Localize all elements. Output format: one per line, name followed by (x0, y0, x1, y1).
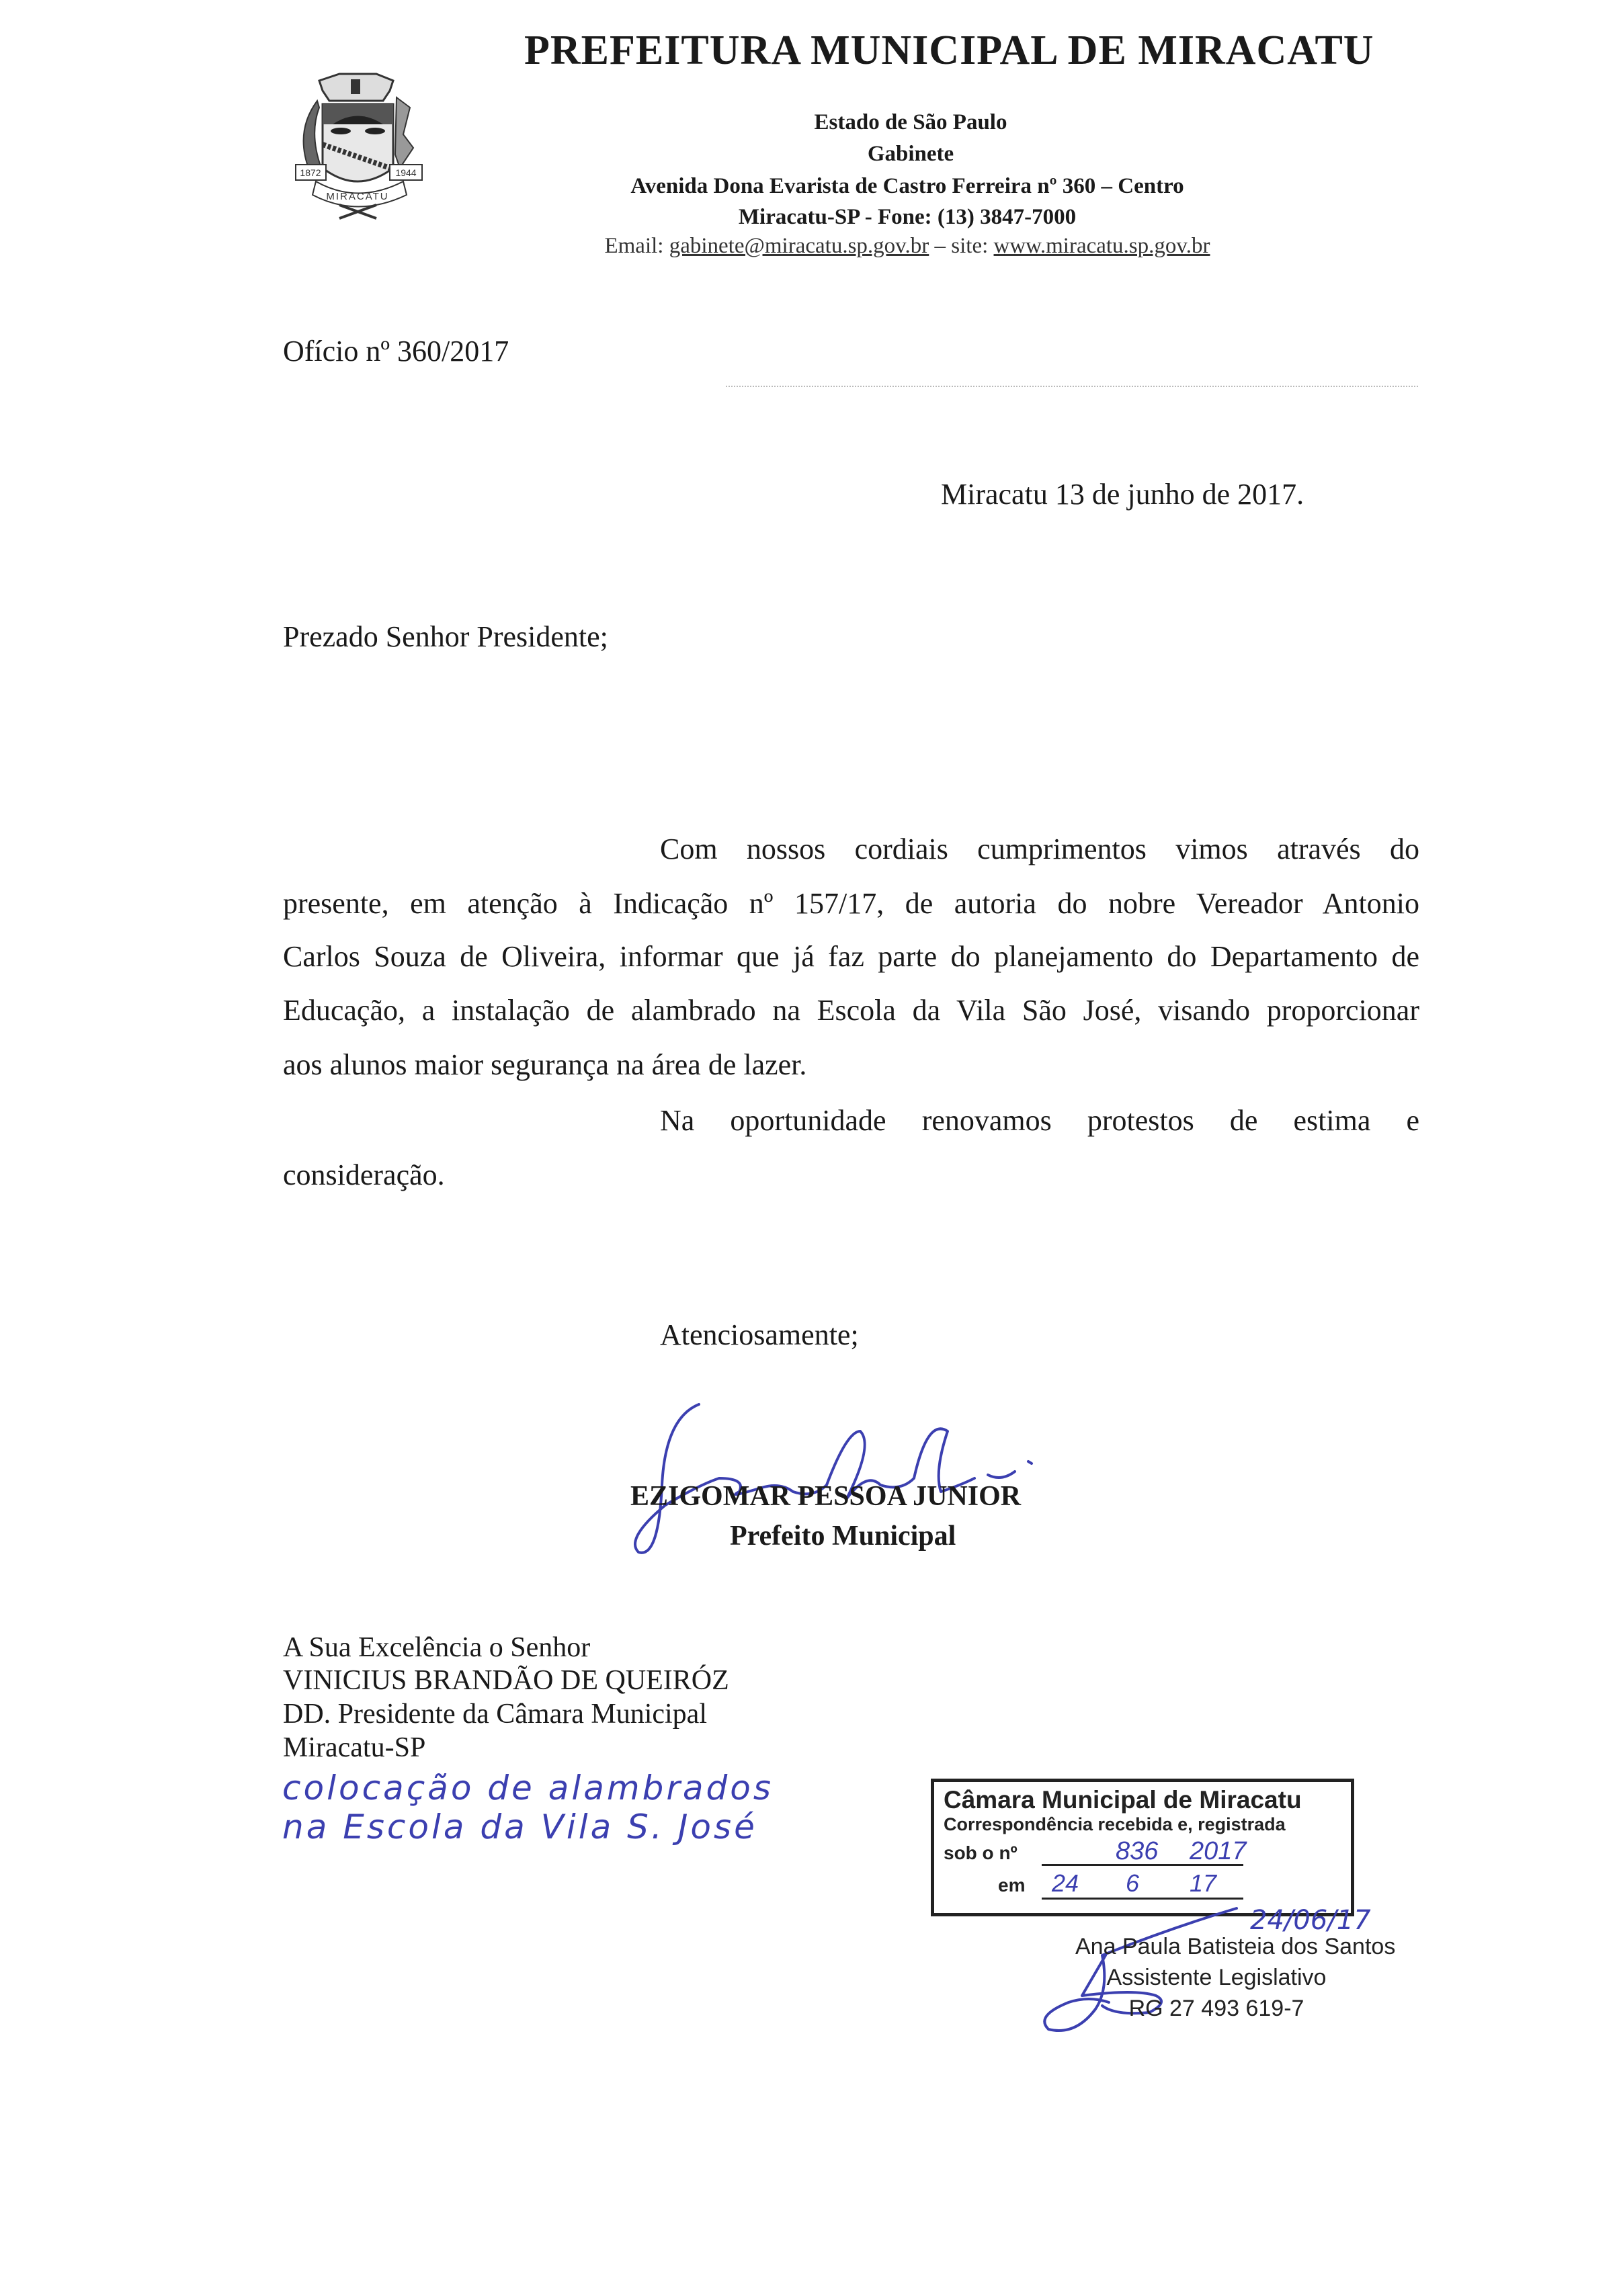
paragraph2-line: consideração. (283, 1158, 445, 1191)
recipient-name: VINICIUS BRANDÃO DE QUEIRÓZ (283, 1665, 729, 1696)
paragraph2-line: Na oportunidade renovamos protestos de estima e (660, 1104, 1419, 1137)
svg-text:1944: 1944 (395, 167, 417, 178)
stamp-date-month: 6 (1126, 1869, 1140, 1897)
salutation: Prezado Senhor Presidente; (283, 620, 608, 653)
handwritten-note-line: na Escola da Vila S. José (282, 1808, 757, 1846)
faint-scan-line (726, 386, 1418, 387)
site-label: – site: (929, 234, 994, 258)
paragraph1-line: presente, em atenção à Indicação nº 157/17, de autoria do nobre Vereador Antonio (283, 887, 1419, 920)
letterhead-department: Gabinete (867, 142, 954, 166)
signatory-name: EZIGOMAR PESSOA JUNIOR (630, 1481, 1022, 1512)
closing: Atenciosamente; (660, 1318, 859, 1351)
email-label: Email: (604, 234, 669, 258)
stamp-title: Câmara Municipal de Miracatu (944, 1786, 1302, 1814)
stamp-number-label: sob o nº (944, 1842, 1018, 1863)
recipient-role: DD. Presidente da Câmara Municipal (283, 1699, 707, 1730)
receiver-title: Assistente Legislativo (1106, 1965, 1327, 1990)
receiver-name: Ana Paula Batisteia dos Santos (1075, 1934, 1396, 1959)
paragraph1-line: Carlos Souza de Oliveira, informar que já faz parte do planejamento do Departamento de (283, 940, 1419, 973)
stamp-number-value: 836 (1116, 1837, 1159, 1865)
stamp-subtitle: Correspondência recebida e, registrada (944, 1814, 1286, 1834)
stamp-date-day: 24 (1052, 1869, 1079, 1897)
letterhead-contact (376, 234, 1438, 259)
letter-reference: Ofício nº 360/2017 (283, 335, 509, 368)
stamp-date-year: 17 (1190, 1869, 1217, 1897)
paragraph1-line: Com nossos cordiais cumprimentos vimos através do (660, 833, 1419, 865)
letterhead-title: PREFEITURA MUNICIPAL DE MIRACATU (524, 28, 1374, 73)
recipient-city: Miracatu-SP (283, 1732, 426, 1763)
email-link[interactable]: gabinete@miracatu.sp.gov.br (669, 234, 929, 258)
stamp-number-year: 2017 (1190, 1837, 1247, 1865)
paragraph1-line: aos alunos maior segurança na área de lazer. (283, 1048, 807, 1081)
signatory-title: Prefeito Municipal (730, 1521, 956, 1551)
stamp-date-label: em (998, 1875, 1026, 1896)
letter-date: Miracatu 13 de junho de 2017. (941, 478, 1304, 511)
paragraph1-line: Educação, a instalação de alambrado na Escola da Vila São José, visando proporcionar (283, 994, 1419, 1027)
receiver-rg: RG 27 493 619-7 (1128, 1996, 1304, 2021)
letterhead-phone: Miracatu-SP - Fone: (13) 3847-7000 (738, 205, 1077, 229)
letterhead-state: Estado de São Paulo (814, 110, 1007, 134)
receiver-handwritten-date: 24/06/17 (1250, 1905, 1371, 1936)
letterhead-address: Avenida Dona Evarista de Castro Ferreira nº 360 – Centro (630, 174, 1184, 198)
handwritten-note-line: colocação de alambrados (282, 1769, 774, 1808)
site-link[interactable]: www.miracatu.sp.gov.br (993, 234, 1210, 258)
svg-text:1872: 1872 (300, 167, 321, 178)
svg-text:MIRACATU: MIRACATU (326, 191, 389, 202)
recipient-salutation: A Sua Excelência o Senhor (283, 1632, 591, 1663)
receipt-stamp (931, 1779, 1354, 1916)
stamp-date-blank (1042, 1898, 1243, 1900)
